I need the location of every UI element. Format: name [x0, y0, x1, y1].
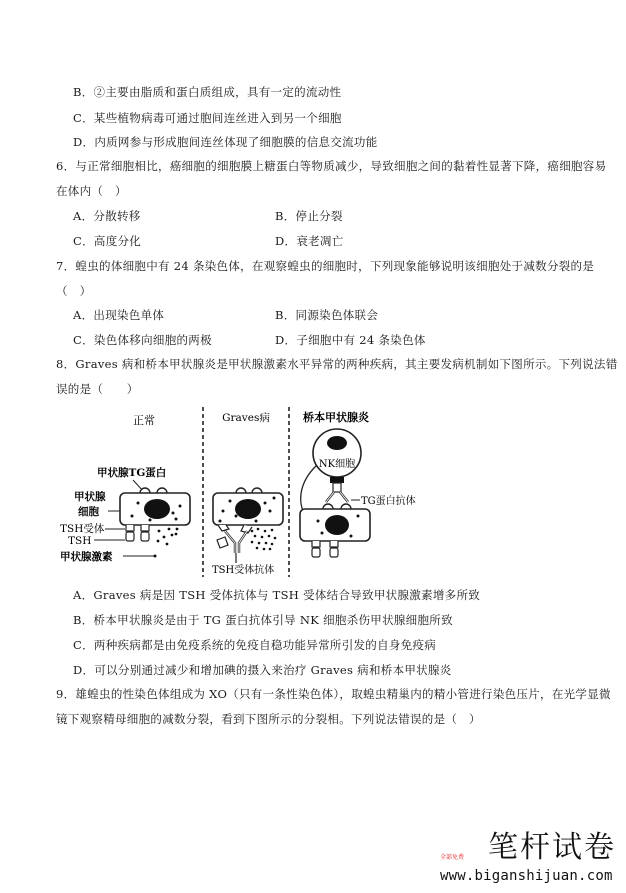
q8-option-b: B．桥本甲状腺炎是由于 TG 蛋白抗体引导 NK 细胞杀伤甲状腺细胞所致: [73, 613, 453, 627]
q7-stem-line1: 7．蝗虫的体细胞中有 24 条染色体，在观察蝗虫的细胞时，下列现象能够说明该细胞处于减数分裂的是: [56, 259, 595, 273]
nucleus: [144, 499, 170, 519]
watermark-title: 笔杆试卷: [488, 830, 616, 865]
label-tg-antibody: TG蛋白抗体: [361, 496, 416, 507]
q6-option-a: A．分散转移: [73, 209, 141, 223]
q8-option-a: A．Graves 病是因 TSH 受体抗体与 TSH 受体结合导致甲状腺激素增多所致: [73, 588, 481, 602]
q8-option-c: C．两种疾病都是由免疫系统的免疫自稳功能异常所引发的自身免疫病: [73, 638, 437, 652]
q7-option-a: A．出现染色单体: [73, 308, 165, 322]
panel-title-hashimoto: 桥本甲状腺炎: [303, 411, 369, 424]
panel-title-graves: Graves病: [222, 412, 270, 424]
q7-option-d: D．子细胞中有 24 条染色体: [275, 333, 426, 347]
q8-stem-line2: 误的是（ ）: [56, 382, 139, 396]
watermark-url: www.biganshijuan.com: [440, 868, 613, 884]
q7-stem-line2: （ ）: [56, 284, 92, 298]
label-thyroid-cell-1: 甲状腺: [74, 491, 106, 503]
q8-stem-line1: 8．Graves 病和桥本甲状腺炎是甲状腺激素水平异常的两种疾病，其主要发病机制如下图所示。下列说法错: [56, 357, 618, 371]
q5-option-d: D．内质网参与形成胞间连丝体现了细胞膜的信息交流功能: [73, 135, 378, 149]
q7-option-b: B．同源染色体联会: [275, 308, 379, 322]
panel-title-normal: 正常: [133, 414, 155, 427]
label-tsh-receptor: TSH受体: [60, 523, 105, 535]
q9-stem-line1: 9．雄蝗虫的性染色体组成为 XO（只有一条性染色体），取蝗虫精巢内的精小管进行染色压片，在光学显微: [56, 687, 611, 701]
q6-stem-line2: 在体内（ ）: [56, 184, 127, 198]
q8-option-d: D．可以分别通过减少和增加碘的摄入来治疗 Graves 病和桥本甲状腺炎: [73, 663, 452, 677]
label-thyroid-cell-2: 细胞: [78, 506, 99, 518]
q6-option-b: B．停止分裂: [275, 209, 343, 223]
q6-option-c: C．高度分化: [73, 234, 142, 248]
q7-option-c: C．染色体移向细胞的两极: [73, 333, 212, 347]
label-tsh-receptor-antibody: TSH受体抗体: [212, 565, 275, 576]
q6-stem-line1: 6．与正常细胞相比，癌细胞的细胞膜上糖蛋白等物质减少，导致细胞之间的黏着性显著下降，癌细胞容易: [56, 159, 607, 173]
q6-option-d: D．衰老凋亡: [275, 234, 344, 248]
label-tg-protein: 甲状腺TG蛋白: [97, 467, 167, 479]
q9-stem-line2: 镜下观察精母细胞的减数分裂，看到下图所示的分裂相。下列说法错误的是（ ）: [56, 712, 481, 726]
thyroid-disease-figure: [60, 403, 440, 578]
q5-option-b: B．②主要由脂质和蛋白质组成，具有一定的流动性: [73, 85, 342, 99]
label-tsh: TSH: [68, 535, 92, 547]
watermark: [440, 830, 620, 890]
label-thyroid-hormone: 甲状腺激素: [60, 551, 113, 563]
watermark-badge: 全部免费: [440, 854, 465, 861]
q5-option-c: C．某些植物病毒可通过胞间连丝进入到另一个细胞: [73, 111, 342, 125]
label-nk-cell: NK细胞: [318, 459, 356, 470]
